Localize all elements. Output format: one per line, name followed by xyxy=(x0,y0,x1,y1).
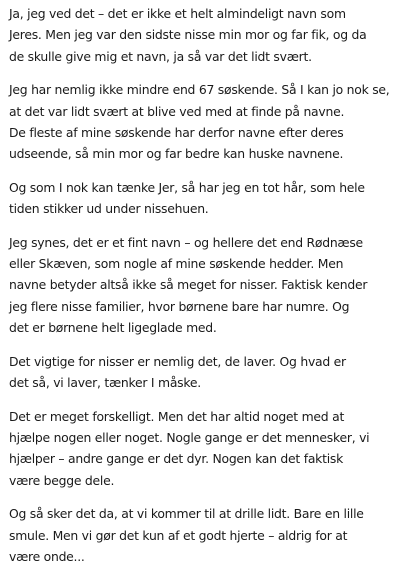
text-line: Jeg har nemlig ikke mindre end 67 søskende. Så I kan jo nok se, xyxy=(9,82,390,98)
text-line: hjælper – andre gange er det dyr. Nogen kan det faktisk xyxy=(9,451,344,467)
paragraph-1 xyxy=(9,3,410,67)
text-line: det så, vi laver, tænker I måske. xyxy=(9,375,201,391)
text-line: hjælpe nogen eller noget. Nogle gange er det mennesker, vi xyxy=(9,429,370,445)
text-line: smule. Men vi gør det kun af et godt hjerte – aldrig for at xyxy=(9,527,348,543)
text-line: at det var lidt svært at blive ved med at finde på navne. xyxy=(9,103,345,119)
text-line: Jeres. Men jeg var den sidste nisse min mor og far fik, og da xyxy=(9,27,367,43)
paragraph-6 xyxy=(9,406,410,492)
text-line: de skulle give mig et navn, ja så var det lidt svært. xyxy=(9,48,312,64)
text-line: Og som I nok kan tænke Jer, så har jeg en tot hår, som hele xyxy=(9,179,365,195)
text-line: Jeg synes, det er et fint navn – og hellere det end Rødnæse xyxy=(9,234,363,250)
text-line: De fleste af mine søskende har derfor navne efter deres xyxy=(9,125,344,141)
paragraph-5 xyxy=(9,351,410,394)
text-line: eller Skæven, som nogle af mine søskende hedder. Men xyxy=(9,256,344,272)
text-line: jeg flere nisse familier, hvor børnene bare har numre. Og xyxy=(9,298,350,314)
paragraph-2 xyxy=(9,79,410,165)
text-line: tiden stikker ud under nissehuen. xyxy=(9,201,209,217)
text-line: udseende, så min mor og far bedre kan huske navnene. xyxy=(9,146,344,162)
text-line: Og så sker det da, at vi kommer til at drille lidt. Bare en lille xyxy=(9,506,364,522)
text-line: Det vigtige for nisser er nemlig det, de laver. Og hvad er xyxy=(9,353,346,369)
paragraph-7 xyxy=(9,503,410,567)
text-line: det er børnene helt ligeglade med. xyxy=(9,320,217,336)
text-line: være onde... xyxy=(9,548,85,564)
text-line: Ja, jeg ved det – det er ikke et helt almindeligt navn som xyxy=(9,6,346,21)
text-line: navne betyder altså ikke så meget for nisser. Faktisk kender xyxy=(9,277,368,293)
text-line: være begge dele. xyxy=(9,472,115,488)
paragraph-4 xyxy=(9,232,410,339)
paragraph-3 xyxy=(9,177,410,220)
text-line: Det er meget forskelligt. Men det har altid noget med at xyxy=(9,408,345,424)
story-text xyxy=(9,3,410,567)
